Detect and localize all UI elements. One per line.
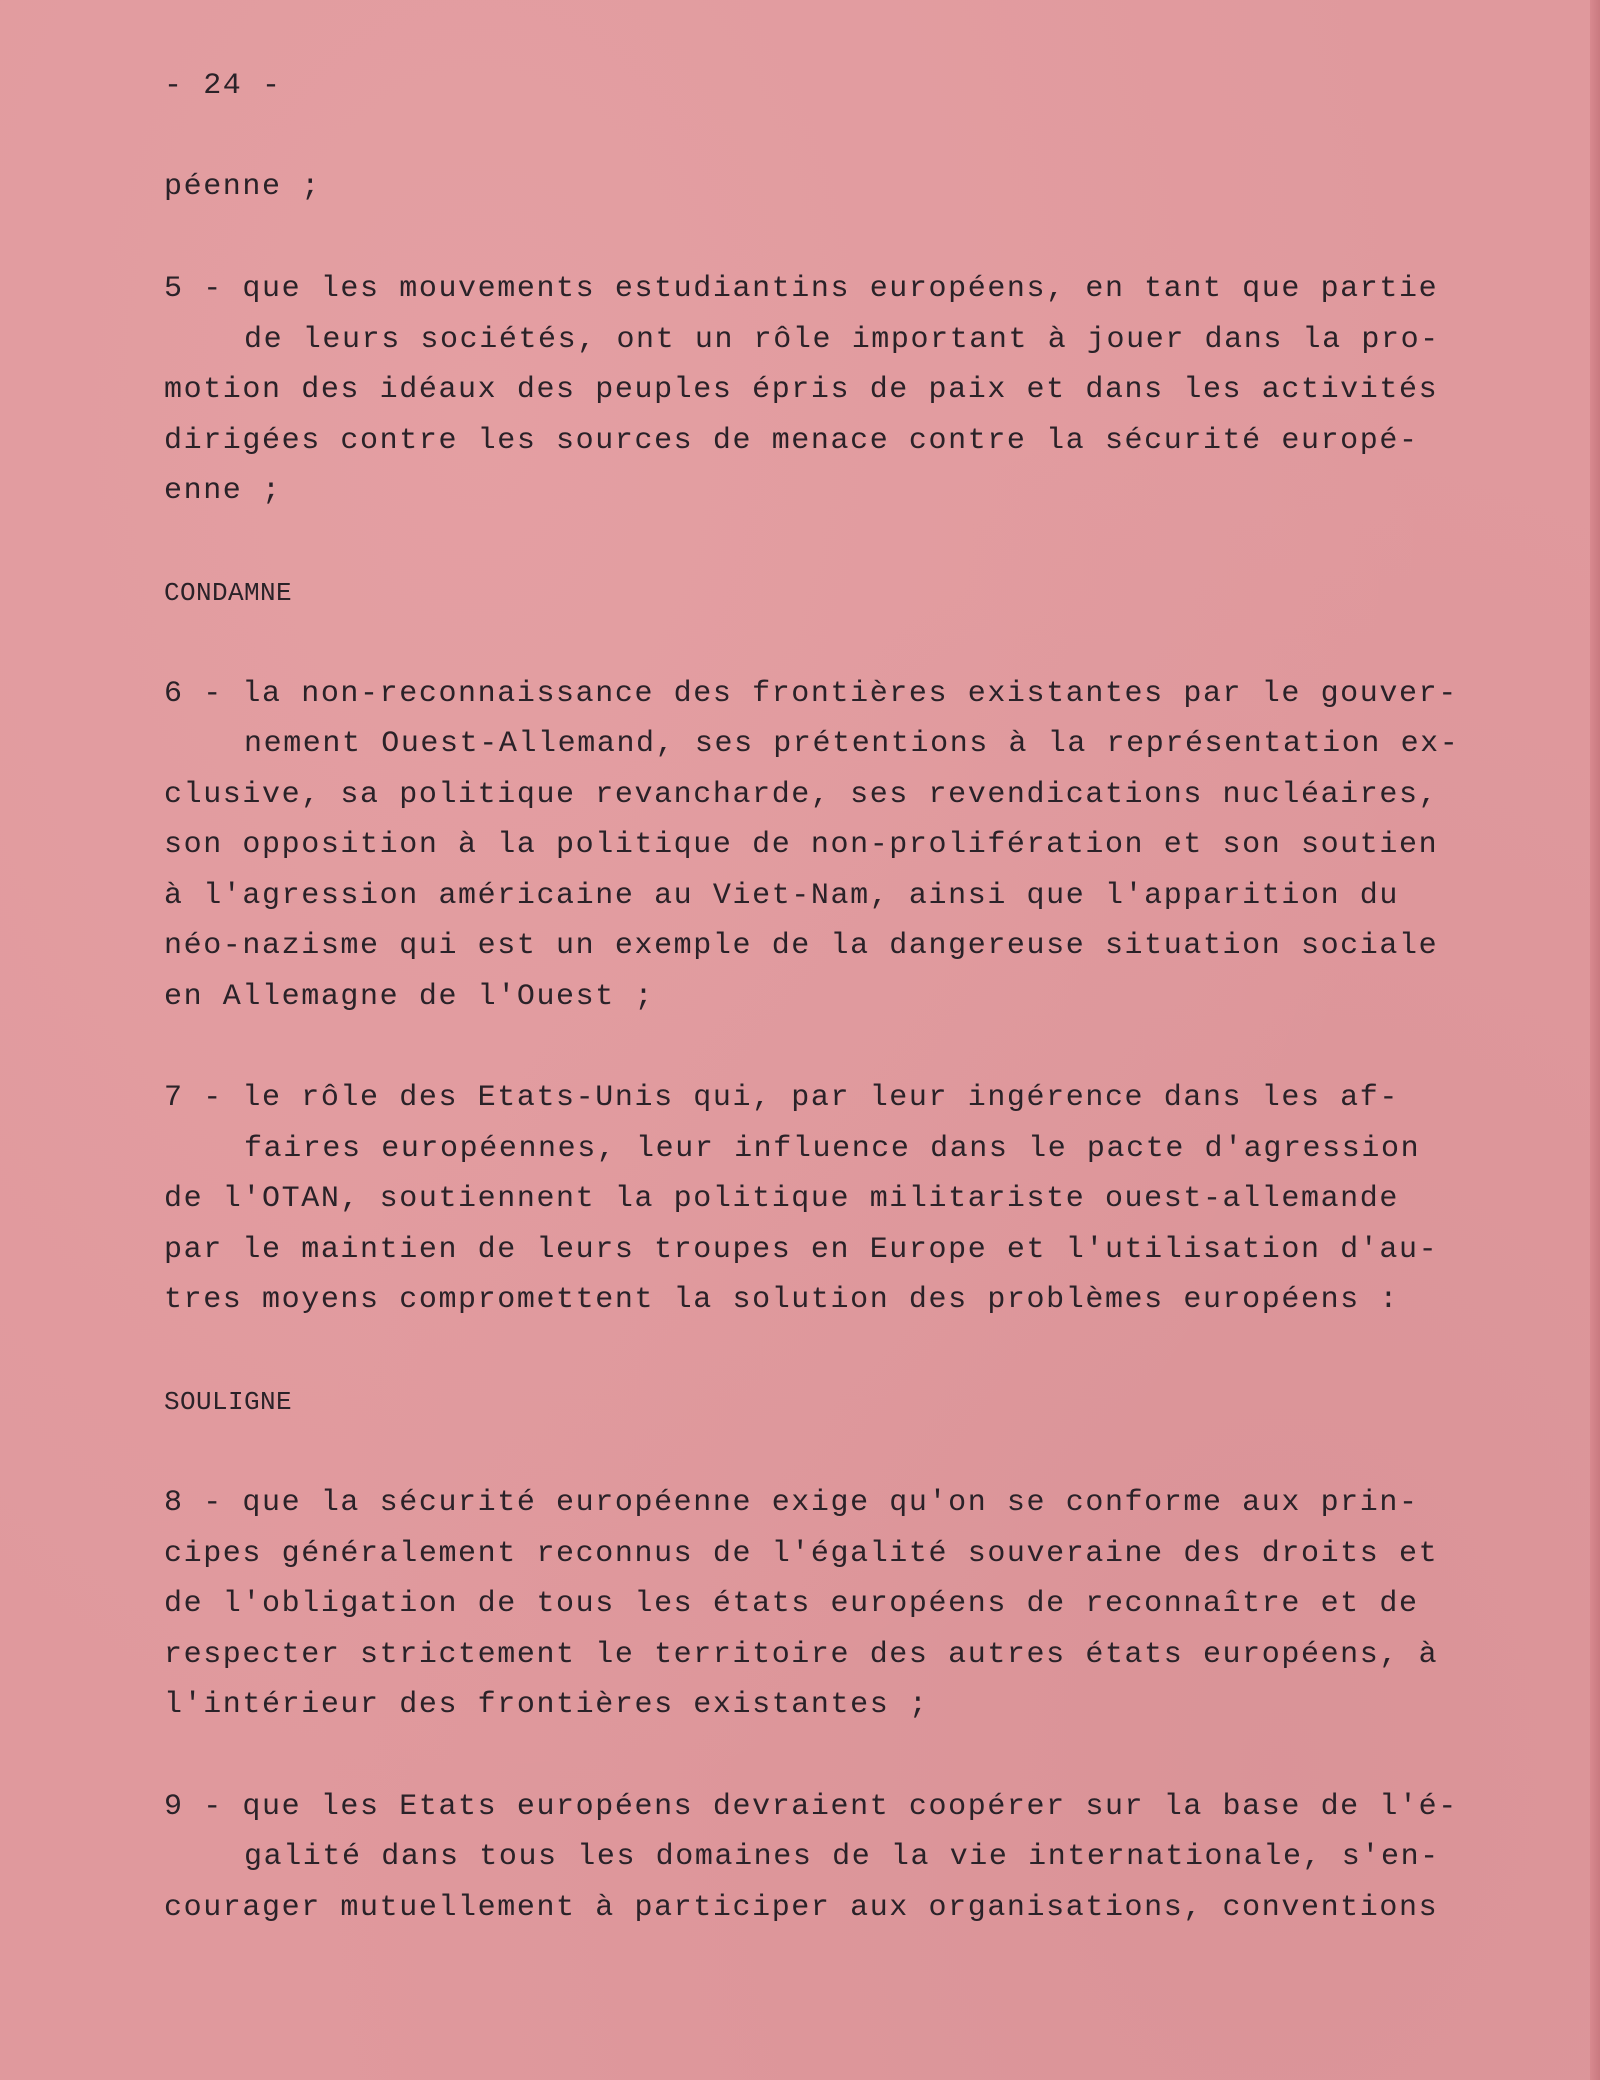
paragraph-7-line: tres moyens compromettent la solution des problèmes européens : bbox=[164, 1283, 1399, 1317]
paragraph-6-line: en Allemagne de l'Ouest ; bbox=[164, 980, 655, 1014]
paragraph-5-line: enne ; bbox=[164, 474, 282, 508]
paragraph-8-line: cipes généralement reconnus de l'égalité souveraine des droits et bbox=[164, 1537, 1439, 1571]
paragraph-6-line: à l'agression américaine au Viet-Nam, ainsi que l'apparition du bbox=[164, 879, 1399, 913]
paragraph-7-line: par le maintien de leurs troupes en Europe et l'utilisation d'au- bbox=[164, 1233, 1439, 1267]
paragraph-8-line: respecter strictement le territoire des autres états européens, à bbox=[164, 1638, 1439, 1672]
text-line: péenne ; bbox=[164, 170, 321, 204]
paragraph-6-line: clusive, sa politique revancharde, ses revendications nucléaires, bbox=[164, 778, 1439, 812]
paragraph-8-line: l'intérieur des frontières existantes ; bbox=[164, 1688, 929, 1722]
paragraph-6-line: son opposition à la politique de non-prolifération et son soutien bbox=[164, 828, 1439, 862]
paragraph-6-line: 6 - la non-reconnaissance des frontières existantes par le gouver- bbox=[164, 677, 1458, 711]
paragraph-9-line: galité dans tous les domaines de la vie internationale, s'en- bbox=[244, 1840, 1440, 1874]
paragraph-6-line: nement Ouest-Allemand, ses prétentions à la représentation ex- bbox=[244, 727, 1460, 761]
paragraph-8-line: 8 - que la sécurité européenne exige qu'on se conforme aux prin- bbox=[164, 1486, 1419, 1520]
section-heading-condamne: CONDAMNE bbox=[164, 578, 293, 608]
paragraph-7-line: de l'OTAN, soutiennent la politique militariste ouest-allemande bbox=[164, 1182, 1399, 1216]
paragraph-7-line: 7 - le rôle des Etats-Unis qui, par leur ingérence dans les af- bbox=[164, 1081, 1399, 1115]
section-heading-souligne: SOULIGNE bbox=[164, 1387, 293, 1417]
paragraph-5-line: motion des idéaux des peuples épris de paix et dans les activités bbox=[164, 373, 1439, 407]
paragraph-9-line: courager mutuellement à participer aux organisations, conventions bbox=[164, 1891, 1439, 1925]
page-edge-shadow bbox=[1590, 0, 1600, 2080]
page-number: - 24 - bbox=[164, 69, 282, 103]
paragraph-9-line: 9 - que les Etats européens devraient coopérer sur la base de l'é- bbox=[164, 1790, 1458, 1824]
paragraph-5-line: de leurs sociétés, ont un rôle important à jouer dans la pro- bbox=[244, 323, 1440, 357]
paragraph-6-line: néo-nazisme qui est un exemple de la dangereuse situation sociale bbox=[164, 929, 1439, 963]
paragraph-8-line: de l'obligation de tous les états européens de reconnaître et de bbox=[164, 1587, 1419, 1621]
paragraph-7-line: faires européennes, leur influence dans le pacte d'agression bbox=[244, 1132, 1421, 1166]
paragraph-5-line: 5 - que les mouvements estudiantins européens, en tant que partie bbox=[164, 272, 1439, 306]
paragraph-5-line: dirigées contre les sources de menace contre la sécurité europé- bbox=[164, 424, 1419, 458]
